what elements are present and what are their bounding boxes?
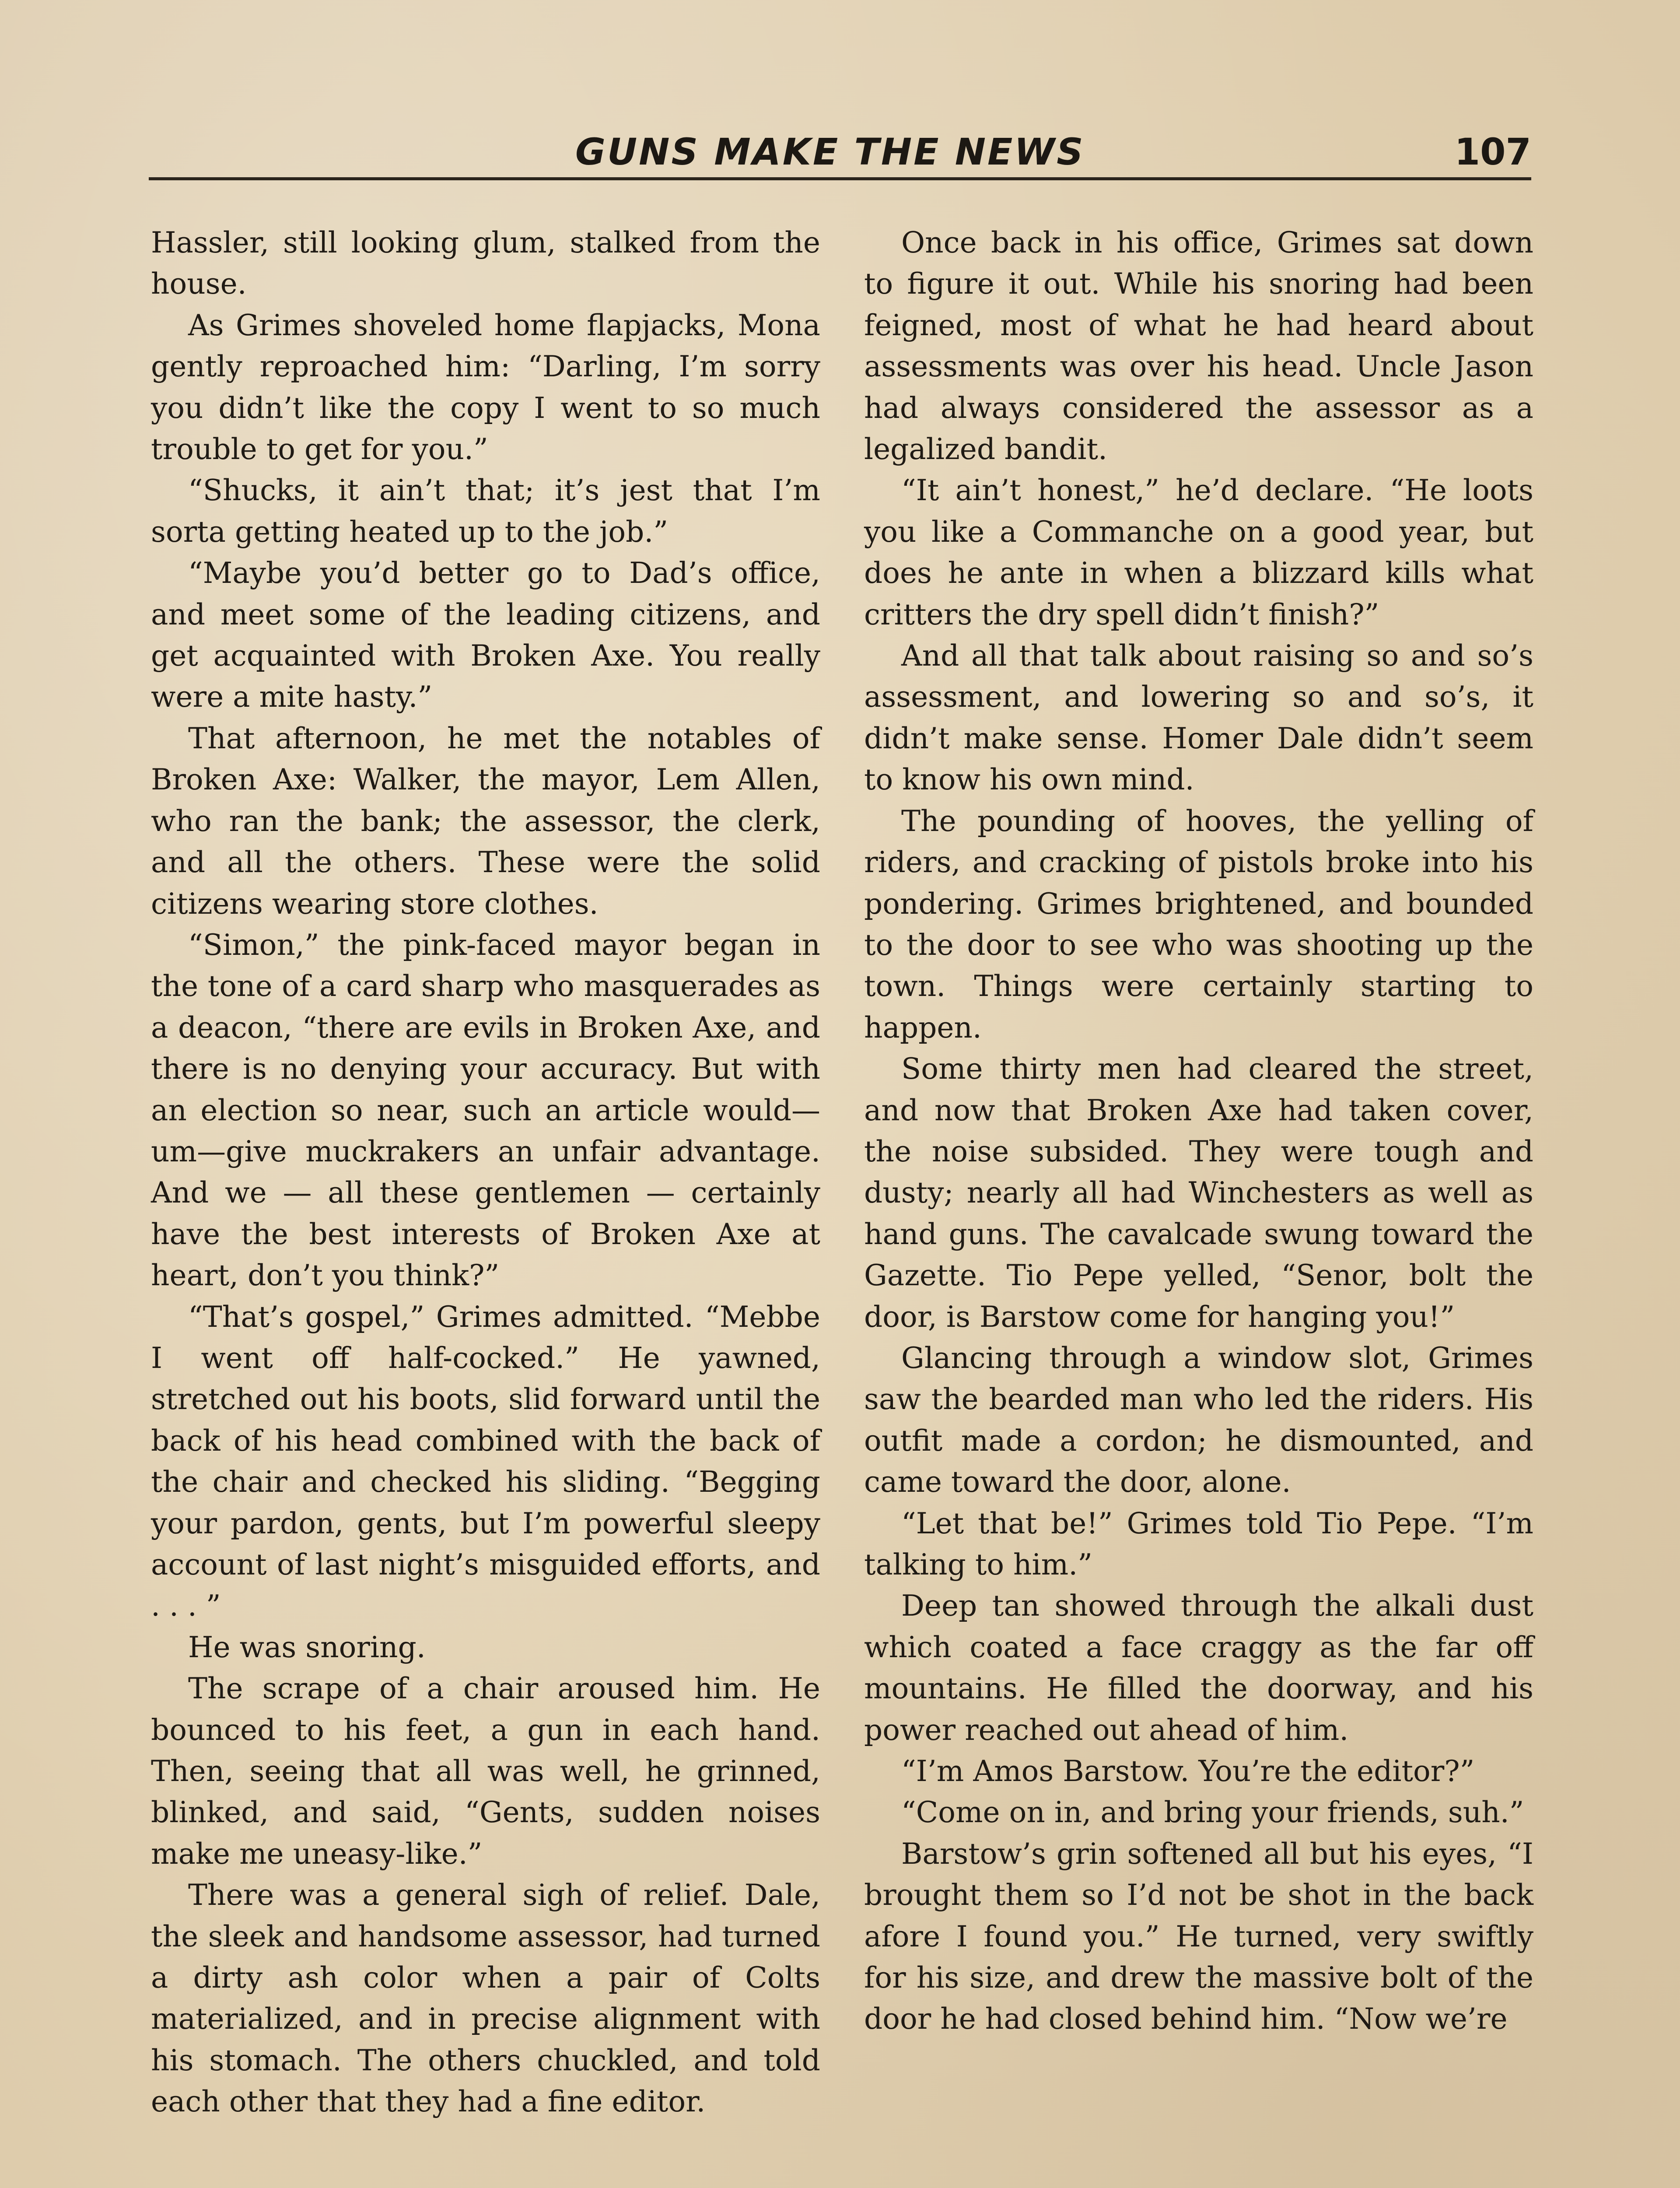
page-number: 107 (1454, 130, 1531, 173)
paragraph: “Let that be!” Grimes told Tio Pepe. “I’m talking to him.” (864, 1506, 1533, 1581)
running-title: GUNS MAKE THE NEWS (575, 130, 1085, 173)
paragraph: Some thirty men had cleared the street, and now that Broken Axe had taken cover, the noise subsided. They were tough and dusty; nearly all had Winchesters as well as hand guns. The cavalcade swung toward the Gazette. Tio Pepe yelled, “Senor, bolt the door, is Barstow come for hanging you!” (864, 1052, 1533, 1334)
paragraph: Hassler, still looking glum, stalked from the house. (151, 226, 820, 301)
paragraph: There was a general sigh of relief. Dale, the sleek and handsome assessor, had turned a dirty ash color when a pair of Colts materialized, and in precise alignment with his stomach. The others chuckled, and told each other that they had a fine editor. (151, 1878, 820, 2119)
left-column (151, 222, 820, 2123)
header-rule (149, 177, 1531, 180)
page-header (149, 127, 1531, 179)
paragraph: And all that talk about raising so and so’s assessment, and lowering so and so’s, it didn’t make sense. Homer Dale didn’t seem to know his own mind. (864, 639, 1533, 797)
paragraph: He was snoring. (188, 1630, 426, 1664)
paragraph: The pounding of hooves, the yelling of riders, and cracking of pistols broke into his pondering. Grimes brightened, and bounded to the door to see who was shooting up the town. Things were certainly starting to happen. (864, 804, 1533, 1045)
paragraph: Barstow’s grin softened all but his eyes, “I brought them so I’d not be shot in the back afore I found you.” He turned, very swiftly for his size, and drew the massive bolt of the door he had closed behind him. “Now we’re (864, 1837, 1533, 2036)
paragraph: As Grimes shoveled home flapjacks, Mona gently reproached him: “Darling, I’m sorry you didn’t like the copy I went to so much trouble to get for you.” (151, 308, 820, 466)
right-column (864, 222, 1533, 2040)
paragraph: The scrape of a chair aroused him. He bounced to his feet, a gun in each hand. Then, seeing that all was well, he grinned, blinked, and said, “Gents, sudden noises make me uneasy-like.” (151, 1672, 820, 1871)
paragraph: “I’m Amos Barstow. You’re the editor?” (901, 1754, 1475, 1788)
paragraph: Once back in his office, Grimes sat down to figure it out. While his snoring had been feigned, most of what he had heard about assessments was over his head. Uncle Jason had always considered the assessor as a legalized bandit. (864, 226, 1533, 466)
paragraph: “Simon,” the pink-faced mayor began in the tone of a card sharp who masquerades as a deacon, “there are evils in Broken Axe, and there is no denying your accuracy. But with an election so near, such an article would—um—give muckrakers an unfair advantage. And we — all these gentlemen — certainly have the best interests of Broken Axe at heart, don’t you think?” (151, 928, 820, 1293)
paragraph: “That’s gospel,” Grimes admitted. “Mebbe I went off half-cocked.” He yawned, stretched out his boots, slid forward until the back of his head combined with the back of the chair and checked his sliding. “Begging your pardon, gents, but I’m powerful sleepy account of last night’s misguided efforts, and . . . ” (151, 1300, 820, 1623)
paragraph: “It ain’t honest,” he’d declare. “He loots you like a Commanche on a good year, but does he ante in when a blizzard kills what critters the dry spell didn’t finish?” (864, 473, 1533, 631)
paragraph: “Come on in, and bring your friends, suh.” (901, 1795, 1524, 1830)
paragraph: “Maybe you’d better go to Dad’s office, and meet some of the leading citizens, and get acquainted with Broken Axe. You really were a mite hasty.” (151, 556, 820, 714)
paragraph: That afternoon, he met the notables of Broken Axe: Walker, the mayor, Lem Allen, who ran the bank; the assessor, the clerk, and all the others. These were the solid citizens wearing store clothes. (151, 721, 820, 921)
paragraph: Deep tan showed through the alkali dust which coated a face craggy as the far off mountains. He filled the doorway, and his power reached out ahead of him. (864, 1589, 1533, 1747)
paragraph: Glancing through a window slot, Grimes saw the bearded man who led the riders. His outfit made a cordon; he dismounted, and came toward the door, alone. (864, 1341, 1533, 1499)
paragraph: “Shucks, it ain’t that; it’s jest that I’m sorta getting heated up to the job.” (151, 473, 820, 549)
